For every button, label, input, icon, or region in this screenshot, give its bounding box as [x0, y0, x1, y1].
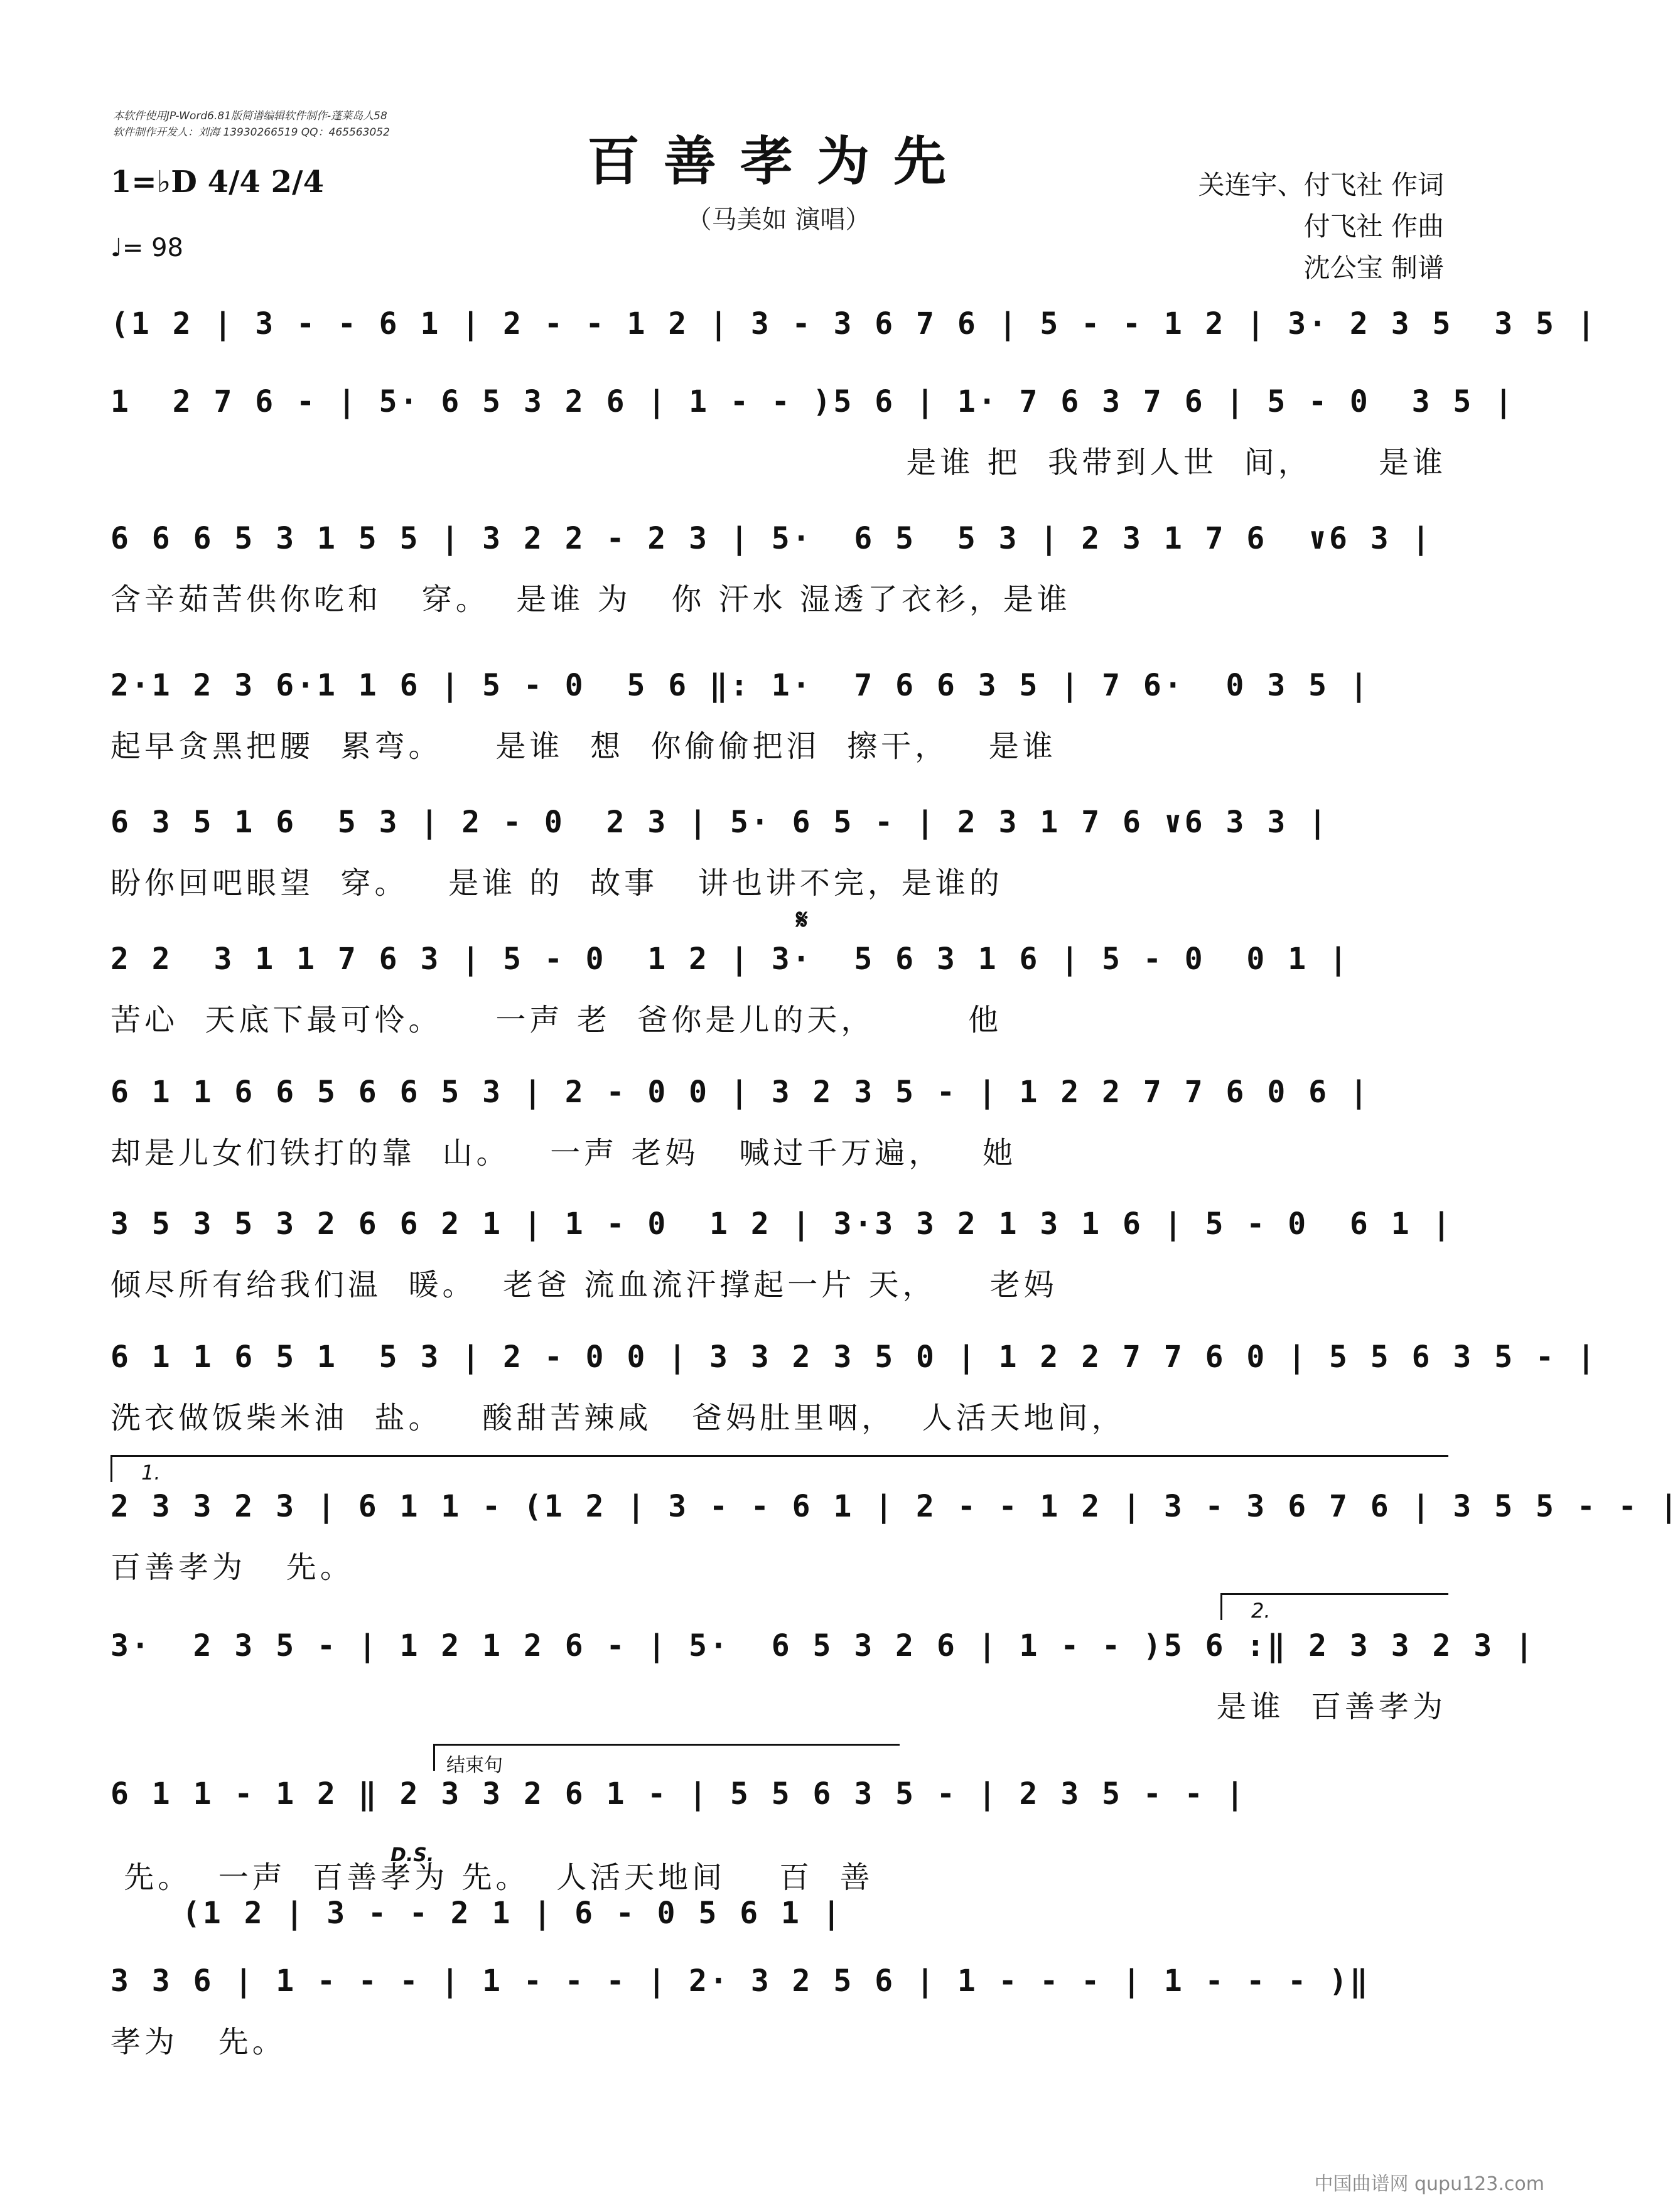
volta-bracket-1: [110, 1455, 1448, 1485]
notation-line-11: 3· 2 3 5 - | 1 2 1 2 6 - | 5· 6 5 3 2 6 | 1 - - )5 6 :‖ 2 3 3 2 3 |: [110, 1628, 1536, 1663]
notation-ossia-line: (1 2 | 3 - - 2 1 | 6 - 0 5 6 1 |: [182, 1896, 843, 1931]
arranger: 沈公宝 制谱: [1303, 252, 1444, 283]
credit-line-2: 软件制作开发人：刘海 13930266519 QQ：465563052: [113, 126, 390, 139]
tempo-marking: ♩= 98: [110, 234, 183, 262]
lyric-line-6: 苦心 天底下最可怜。 一声 老 爸你是儿的天， 他: [110, 1002, 1003, 1038]
notation-line-2: 1 2 7 6 - | 5· 6 5 3 2 6 | 1 - - )5 6 | 1· 7 6 3 7 6 | 5 - 0 3 5 |: [110, 384, 1516, 419]
subtitle: （马美如 演唱）: [686, 205, 871, 234]
notation-line-1: (1 2 | 3 - - 6 1 | 2 - - 1 2 | 3 - 3 6 7 6 | 5 - - 1 2 | 3· 2 3 5 3 5 |: [110, 306, 1598, 341]
notation-line-6: 2 2 3 1 1 7 6 3 | 5 - 0 1 2 | 3· 5 6 3 1 6 | 5 - 0 0 1 |: [110, 942, 1350, 977]
key-signature: 1=♭D 4/4 2/4: [110, 164, 324, 200]
segno-sign: 𝄋: [796, 904, 808, 936]
notation-line-13: 3 3 6 | 1 - - - | 1 - - - | 2· 3 2 5 6 | 1 - - - | 1 - - - )‖: [110, 1963, 1370, 1999]
notation-line-4: 2·1 2 3 6·1 1 6 | 5 - 0 5 6 ‖: 1· 7 6 6 3 5 | 7 6· 0 3 5 |: [110, 668, 1370, 703]
authors-block: [1198, 164, 1444, 289]
notation-line-8: 3 5 3 5 3 2 6 6 2 1 | 1 - 0 1 2 | 3·3 3 2 1 3 1 6 | 5 - 0 6 1 |: [110, 1206, 1453, 1242]
lyric-line-5: 盼你回吧眼望 穿。 是谁 的 故事 讲也讲不完，是谁的: [110, 866, 1003, 901]
lyric-line-11: 是谁 百善孝为: [1216, 1689, 1446, 1724]
ending-label: 结束句: [446, 1754, 503, 1776]
site-watermark: 中国曲谱网 qupu123.com: [1314, 2173, 1544, 2195]
lyricist: 关连宇、付飞社 作词: [1198, 169, 1444, 200]
volta-1-label: 1.: [141, 1461, 161, 1485]
notation-line-3: 6 6 6 5 3 1 5 5 | 3 2 2 - 2 3 | 5· 6 5 5 3 | 2 3 1 7 6 ∨6 3 |: [110, 521, 1433, 556]
volta-bracket-2: [1220, 1593, 1448, 1623]
notation-line-9: 6 1 1 6 5 1 5 3 | 2 - 0 0 | 3 3 2 3 5 0 | 1 2 2 7 7 6 0 | 5 5 6 3 5 - |: [110, 1340, 1598, 1375]
lyric-line-10: 百善孝为 先。: [110, 1550, 354, 1585]
lyric-line-8: 倾尽所有给我们温 暖。 老爸 流血流汗撑起一片 天， 老妈: [110, 1267, 1058, 1302]
notation-line-10: 2 3 3 2 3 | 6 1 1 - (1 2 | 3 - - 6 1 | 2 - - 1 2 | 3 - 3 6 7 6 | 3 5 5 - - |: [110, 1489, 1680, 1524]
ds-marking: D.S.: [390, 1844, 434, 1866]
page-title: 百善孝为先: [586, 130, 970, 192]
lyric-line-12: 先。 一声 百善孝为 先。 人活天地间 百 善: [110, 1860, 874, 1895]
lyric-line-9: 洗衣做饭柴米油 盐。 酸甜苦辣咸 爸妈肚里咽， 人活天地间，: [110, 1400, 1126, 1436]
ending-bracket: [433, 1744, 900, 1776]
lyric-line-3: 含辛茹苦供你吃和 穿。 是谁 为 你 汗水 湿透了衣衫，是谁: [110, 582, 1071, 617]
notation-line-12: 6 1 1 - 1 2 ‖ 2 3 3 2 6 1 - | 5 5 6 3 5 - | 2 3 5 - - |: [110, 1776, 1247, 1812]
lyric-line-7: 却是儿女们铁打的靠 山。 一声 老妈 喊过千万遍， 她: [110, 1136, 1017, 1171]
notation-line-5: 6 3 5 1 6 5 3 | 2 - 0 2 3 | 5· 6 5 - | 2 3 1 7 6 ∨6 3 3 |: [110, 805, 1330, 840]
volta-2-label: 2.: [1251, 1599, 1271, 1623]
lyric-line-13: 孝为 先。: [110, 2024, 286, 2060]
notation-line-7: 6 1 1 6 6 5 6 6 5 3 | 2 - 0 0 | 3 2 3 5 - | 1 2 2 7 7 6 0 6 |: [110, 1075, 1370, 1110]
lyric-line-2: 是谁 把 我带到人世 间， 是谁: [906, 445, 1446, 480]
credit-line-1: 本软件使用JP-Word6.81版简谱编辑软件制作-蓬莱岛人58: [113, 110, 387, 122]
composer: 付飞社 作曲: [1303, 211, 1444, 242]
lyric-line-4: 起早贪黑把腰 累弯。 是谁 想 你偷偷把泪 擦干， 是谁: [110, 729, 1057, 764]
